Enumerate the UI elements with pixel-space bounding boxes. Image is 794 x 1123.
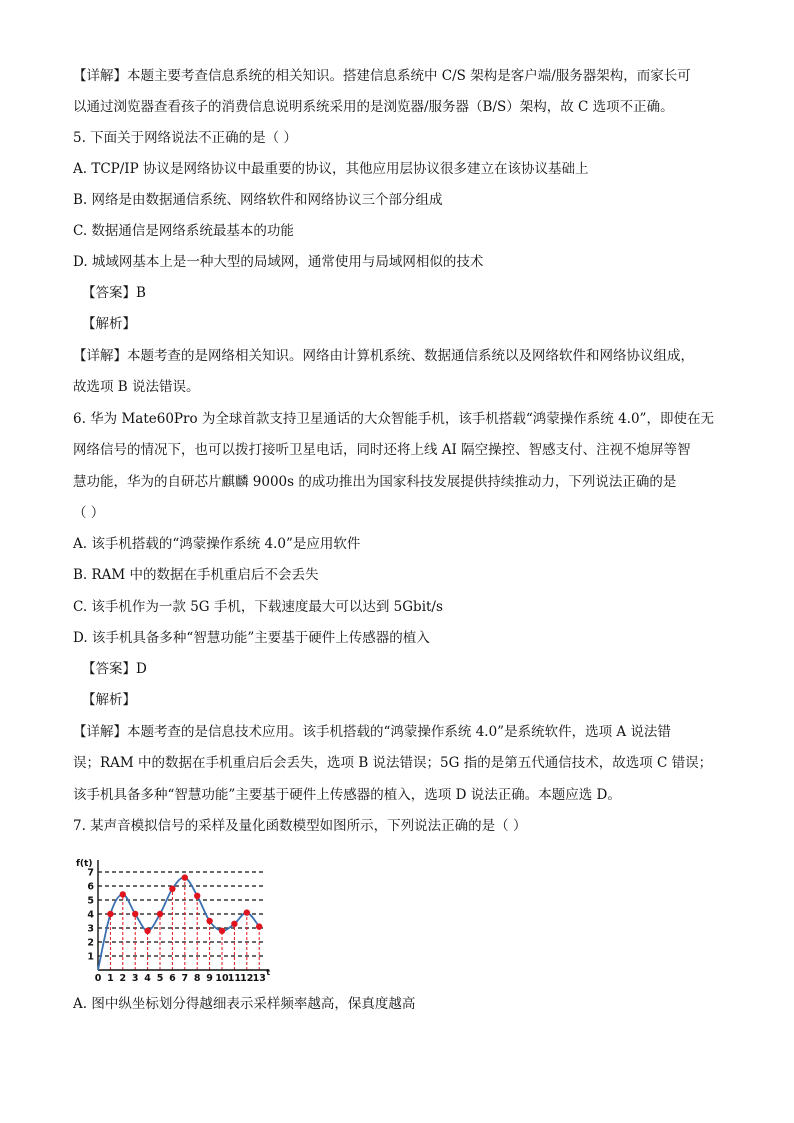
q6-option-d: D. 该手机具备多种“智慧功能”主要基于硬件上传感器的植入 (73, 630, 430, 646)
q6-option-a: A. 该手机搭载的“鸿蒙操作系统 4.0”是应用软件 (73, 536, 361, 552)
q5-option-c: C. 数据通信是网络系统最基本的功能 (73, 223, 294, 239)
sampling-chart (70, 852, 290, 984)
q7-option-a: A. 图中纵坐标划分得越细表示采样频率越高，保真度越高 (73, 996, 416, 1012)
y-tick-label-6: 6 (87, 881, 94, 893)
q6-stem-line-4: （ ） (73, 505, 105, 521)
q6-stem-line-1: 6. 华为 Mate60Pro 为全球首款支持卫星通话的大众智能手机，该手机搭载“鸿蒙操作系统 4.0”，即使在无 (73, 411, 714, 427)
q5-detail-line-1: 【详解】本题考查的是网络相关知识。网络由计算机系统、数据通信系统以及网络软件和网络协议组成， (73, 348, 694, 364)
q6-detail-line-2: 误；RAM 中的数据在手机重启后会丢失，选项 B 说法错误；5G 指的是第五代通信技术，故选项 C 错误； (73, 755, 713, 771)
sample-point-3 (132, 911, 138, 917)
sample-point-1 (107, 911, 113, 917)
y-tick-label-2: 2 (87, 937, 94, 949)
x-axis-label: t (266, 968, 271, 977)
x-tick-label-5: 5 (156, 973, 164, 984)
sample-point-2 (120, 891, 126, 897)
sample-point-7 (182, 874, 188, 880)
q6-option-b: B. RAM 中的数据在手机重启后不会丢失 (73, 567, 319, 583)
sample-point-10 (219, 928, 225, 934)
q6-detail-line-1: 【详解】本题考查的是信息技术应用。该手机搭载的“鸿蒙操作系统 4.0”是系统软件，选项 A 说法错 (73, 724, 671, 740)
x-tick-label-12: 12 (240, 973, 254, 984)
sample-point-9 (206, 918, 212, 924)
x-tick-label-3: 3 (131, 973, 139, 984)
y-tick-label-1: 1 (87, 951, 94, 963)
x-tick-label-9: 9 (206, 973, 213, 984)
q6-stem-line-3: 慧功能，华为的自研芯片麒麟 9000s 的成功推出为国家科技发展提供持续推动力，下列说法正确的是 (73, 474, 677, 490)
q5-analysis: 【解析】 (82, 316, 136, 332)
sample-point-6 (169, 886, 175, 892)
q5-stem: 5. 下面关于网络说法不正确的是（ ） (73, 130, 297, 146)
sample-point-13 (256, 923, 262, 929)
q5-answer: 【答案】B (82, 285, 146, 301)
q5-option-a: A. TCP/IP 协议是网络协议中最重要的协议，其他应用层协议很多建立在该协议基础上 (73, 161, 589, 177)
y-tick-label-7: 7 (87, 867, 94, 879)
x-tick-label-0: 0 (94, 973, 102, 984)
x-tick-label-4: 4 (144, 973, 151, 984)
sample-point-11 (231, 921, 237, 927)
sample-point-8 (194, 893, 200, 899)
q6-analysis: 【解析】 (82, 692, 136, 708)
x-tick-label-6: 6 (169, 973, 176, 984)
q6-answer: 【答案】D (82, 661, 147, 677)
x-tick-label-8: 8 (193, 973, 201, 984)
x-tick-label-7: 7 (181, 973, 189, 984)
y-tick-label-4: 4 (87, 909, 94, 921)
sample-point-4 (144, 928, 150, 934)
q4-detail-line-1: 【详解】本题主要考查信息系统的相关知识。搭建信息系统中 C/S 架构是客户端/服务器架构，而家长可 (73, 68, 691, 84)
q5-detail-line-2: 故选项 B 说法错误。 (73, 379, 200, 395)
q6-detail-line-3: 该手机具备多种“智慧功能”主要基于硬件上传感器的植入，选项 D 说法正确。本题应选 D。 (73, 787, 621, 803)
y-tick-label-5: 5 (87, 895, 94, 907)
sample-point-5 (157, 911, 163, 917)
x-tick-label-1: 1 (107, 973, 114, 984)
q5-option-b: B. 网络是由数据通信系统、网络软件和网络协议三个部分组成 (73, 192, 443, 208)
q6-option-c: C. 该手机作为一款 5G 手机，下载速度最大可以达到 5Gbit/s (73, 599, 443, 615)
x-tick-label-13: 13 (252, 973, 266, 984)
y-axis-label: f(t) (76, 859, 93, 869)
q6-stem-line-2: 网络信号的情况下，也可以拨打接听卫星电话，同时还将上线 AI 隔空操控、智感支付、注视不熄屏等智 (73, 442, 691, 458)
q4-detail-line-2: 以通过浏览器查看孩子的消费信息说明系统采用的是浏览器/服务器（B/S）架构，故 C 选项不正确。 (73, 99, 674, 115)
x-tick-label-11: 11 (227, 973, 242, 984)
x-tick-label-2: 2 (119, 973, 127, 984)
x-tick-label-10: 10 (215, 973, 229, 984)
q7-stem: 7. 某声音模拟信号的采样及量化函数模型如图所示，下列说法正确的是（ ） (73, 818, 527, 834)
y-tick-label-3: 3 (87, 923, 94, 935)
sample-point-12 (244, 909, 250, 915)
q5-option-d: D. 城域网基本上是一种大型的局域网，通常使用与局域网相似的技术 (73, 254, 484, 270)
